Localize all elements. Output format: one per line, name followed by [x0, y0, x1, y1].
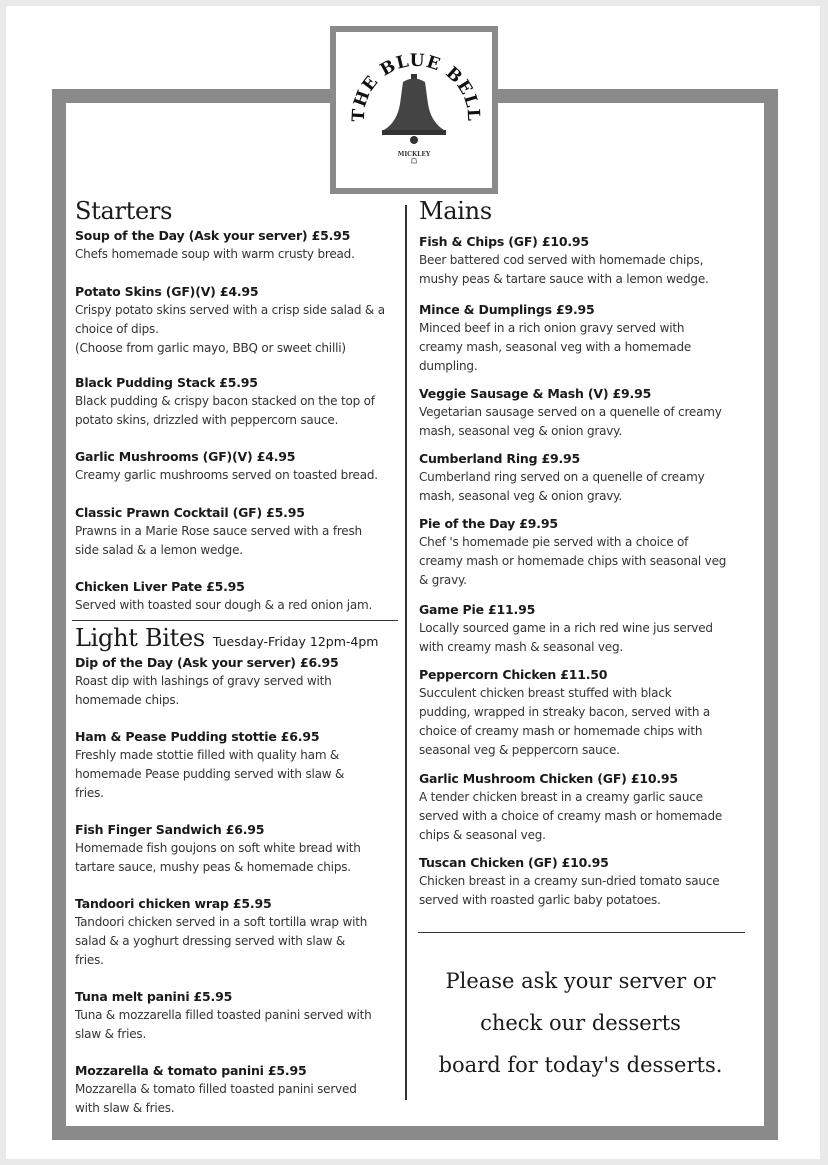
- item-description: A tender chicken breast in a creamy garlic sauce served with a choice of creamy mash or homemade chips & seasonal veg.: [419, 790, 723, 842]
- item-description: Minced beef in a rich onion gravy served with creamy mash, seasonal veg with a homemade dumpling.: [419, 321, 692, 373]
- starters-section: [75, 197, 405, 225]
- menu-item: [419, 515, 749, 590]
- item-name: Soup of the Day (Ask your server) £5.95: [75, 228, 351, 243]
- item-description: Chefs homemade soup with warm crusty bread.: [75, 247, 355, 261]
- menu-item: [419, 233, 749, 289]
- item-description: Chicken breast in a creamy sun-dried tomato sauce served with roasted garlic baby potatoes.: [419, 874, 720, 907]
- light-bites-hours: Tuesday-Friday 12pm-4pm: [212, 634, 379, 649]
- menu-item: [75, 504, 405, 560]
- item-name: Garlic Mushrooms (GF)(V) £4.95: [75, 449, 296, 464]
- light-bites-heading: Light Bites: [75, 624, 205, 652]
- item-description: Chef 's homemade pie served with a choice of creamy mash or homemade chips with seasonal veg & gravy.: [419, 535, 727, 587]
- item-name: Cumberland Ring £9.95: [419, 451, 581, 466]
- item-description: Locally sourced game in a rich red wine jus served with creamy mash & seasonal veg.: [419, 621, 713, 654]
- menu-item: [75, 728, 405, 803]
- item-name: Black Pudding Stack £5.95: [75, 375, 258, 390]
- menu-item: [75, 283, 405, 358]
- menu-item: [419, 770, 749, 845]
- item-description: Tandoori chicken served in a soft tortilla wrap with salad & a yoghurt dressing served with slaw & fries.: [75, 915, 368, 967]
- logo: [336, 32, 492, 188]
- item-name: Tandoori chicken wrap £5.95: [75, 896, 272, 911]
- menu-item: [75, 227, 405, 264]
- item-description: Succulent chicken breast stuffed with black pudding, wrapped in streaky bacon, served with a choice of creamy mash or homemade chips with seasonal veg & peppercorn sauce.: [419, 686, 711, 757]
- item-description: Vegetarian sausage served on a quenelle of creamy mash, seasonal veg & onion gravy.: [419, 405, 722, 438]
- item-description: Homemade fish goujons on soft white bread with tartare sauce, mushy peas & homemade chips.: [75, 841, 361, 874]
- item-name: Classic Prawn Cocktail (GF) £5.95: [75, 505, 305, 520]
- item-description: Cumberland ring served on a quenelle of creamy mash, seasonal veg & onion gravy.: [419, 470, 705, 503]
- mains-section: [419, 197, 749, 225]
- item-name: Garlic Mushroom Chicken (GF) £10.95: [419, 771, 678, 786]
- desserts-note-line: board for today's desserts.: [438, 1053, 723, 1077]
- menu-item: [75, 374, 405, 430]
- section-divider-left: [72, 620, 398, 621]
- section-divider-right: [418, 932, 745, 933]
- desserts-note-line: Please ask your server or: [445, 969, 716, 993]
- menu-item: [419, 385, 749, 441]
- item-name: Tuscan Chicken (GF) £10.95: [419, 855, 609, 870]
- item-name: Fish & Chips (GF) £10.95: [419, 234, 589, 249]
- item-description: Mozzarella & tomato filled toasted panini served with slaw & fries.: [75, 1082, 357, 1115]
- item-description: Crispy potato skins served with a crisp side salad & a choice of dips. (Choose from garlic mayo, BBQ or sweet chilli): [75, 303, 385, 355]
- item-description: Black pudding & crispy bacon stacked on the top of potato skins, drizzled with peppercorn sauce.: [75, 394, 375, 427]
- item-description: Prawns in a Marie Rose sauce served with a fresh side salad & a lemon wedge.: [75, 524, 362, 557]
- item-description: Freshly made stottie filled with quality ham & homemade Pease pudding served with slaw & fries.: [75, 748, 345, 800]
- item-name: Potato Skins (GF)(V) £4.95: [75, 284, 259, 299]
- menu-item: [419, 854, 749, 910]
- menu-item: [419, 666, 749, 760]
- menu-item: [75, 578, 405, 615]
- menu-item: [419, 601, 749, 657]
- menu-item: [419, 301, 749, 376]
- item-description: Roast dip with lashings of gravy served with homemade chips.: [75, 674, 332, 707]
- menu-item: [419, 450, 749, 506]
- mains-title: Mains: [419, 197, 492, 225]
- item-name: Chicken Liver Pate £5.95: [75, 579, 245, 594]
- menu-item: [75, 448, 405, 485]
- logo-place: MICKLEY: [397, 151, 431, 158]
- logo-name: THE BLUE BELL: [348, 50, 484, 123]
- item-name: Veggie Sausage & Mash (V) £9.95: [419, 386, 652, 401]
- desserts-note: [418, 960, 743, 1086]
- item-name: Tuna melt panini £5.95: [75, 989, 233, 1004]
- item-name: Mozzarella & tomato panini £5.95: [75, 1063, 307, 1078]
- item-description: Beer battered cod served with homemade chips, mushy peas & tartare sauce with a lemon wedge.: [419, 253, 709, 286]
- desserts-note-line: check our desserts: [480, 1011, 681, 1035]
- menu-item: [75, 821, 405, 877]
- light-bites-section: [75, 624, 405, 656]
- light-bites-title: [75, 624, 405, 656]
- item-name: Game Pie £11.95: [419, 602, 536, 617]
- starters-title: Starters: [75, 197, 173, 225]
- menu-item: [75, 1062, 405, 1118]
- item-name: Fish Finger Sandwich £6.95: [75, 822, 265, 837]
- item-name: Ham & Pease Pudding stottie £6.95: [75, 729, 320, 744]
- menu-item: [75, 988, 405, 1044]
- item-description: Tuna & mozzarella filled toasted panini served with slaw & fries.: [75, 1008, 372, 1041]
- item-name: Pie of the Day £9.95: [419, 516, 558, 531]
- menu-item: [75, 654, 405, 710]
- column-divider: [405, 205, 407, 1100]
- bell-mini-icon: [412, 159, 417, 164]
- item-name: Peppercorn Chicken £11.50: [419, 667, 608, 682]
- item-name: Mince & Dumplings £9.95: [419, 302, 595, 317]
- item-description: Creamy garlic mushrooms served on toasted bread.: [75, 468, 378, 482]
- item-description: Served with toasted sour dough & a red onion jam.: [75, 598, 373, 612]
- bell-icon: [382, 74, 446, 144]
- item-name: Dip of the Day (Ask your server) £6.95: [75, 655, 339, 670]
- menu-item: [75, 895, 405, 970]
